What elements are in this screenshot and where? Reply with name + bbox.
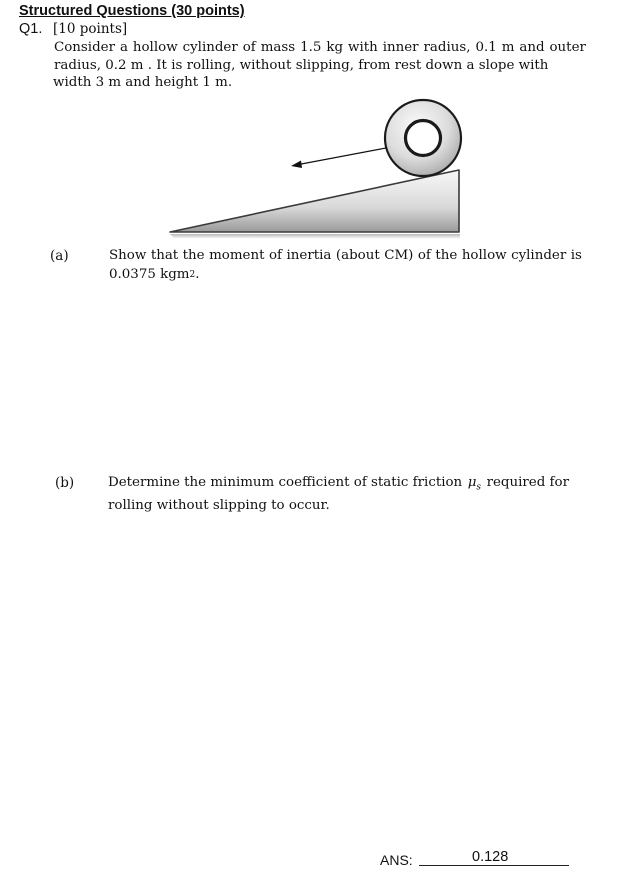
word: CM) — [384, 248, 414, 263]
part-b-text — [108, 474, 569, 516]
question-line-3: width 3 m and height 1 m. — [53, 75, 233, 90]
part-a-line-2 — [109, 266, 582, 285]
word: inertia — [286, 248, 332, 263]
word: moment — [209, 248, 265, 263]
word: radius, — [423, 40, 471, 55]
word: that — [150, 248, 179, 263]
word: the — [182, 248, 205, 263]
question-points: [10 points] — [53, 21, 128, 37]
word: the — [435, 248, 458, 263]
word: of — [268, 248, 282, 263]
answer-label: ANS: — [380, 852, 413, 868]
moment-of-inertia-value: 0.0375 kgm — [109, 266, 190, 282]
cylinder-inner-bore — [406, 121, 441, 156]
word: is — [570, 248, 582, 263]
word: a — [119, 40, 128, 55]
word: mass — [260, 40, 296, 55]
mu-s-symbol: $\mu_s$ — [467, 475, 482, 493]
direction-of-motion-arrow — [296, 148, 386, 165]
answer-value[interactable]: 0.128 — [472, 849, 509, 865]
word: of — [242, 40, 256, 55]
word: 1.5 — [300, 40, 322, 55]
word: outer — [549, 40, 586, 55]
word: m — [501, 40, 515, 55]
section-title: Structured Questions (30 points) — [19, 3, 245, 19]
part-a-line-1 — [109, 247, 582, 266]
part-b-line-1 — [108, 474, 569, 497]
word: cylinder — [182, 40, 238, 55]
question-line-1 — [54, 39, 586, 57]
word: cylinder — [511, 248, 567, 263]
question-number: Q1. — [19, 21, 43, 37]
word: (about — [335, 248, 380, 263]
part-b-line-2: rolling without slipping to occur. — [108, 498, 330, 514]
part-b-label: (b) — [55, 475, 75, 491]
incline-shadow — [170, 234, 460, 239]
word: Show — [109, 248, 147, 263]
incline-figure — [160, 92, 470, 242]
word: hollow — [461, 248, 507, 263]
answer-line — [419, 865, 569, 866]
part-a-text — [109, 247, 582, 284]
question-body — [54, 39, 586, 92]
part-a-label: (a) — [50, 248, 69, 264]
word: of — [417, 248, 431, 263]
part-b-pre: Determine the minimum coefficient of static friction — [108, 475, 463, 490]
word: 0.1 — [475, 40, 497, 55]
incline — [170, 170, 459, 232]
word: inner — [382, 40, 419, 55]
part-b-post: required for — [486, 475, 569, 490]
word: with — [347, 40, 378, 55]
word: and — [519, 40, 545, 55]
word: hollow — [132, 40, 178, 55]
word: Consider — [54, 40, 115, 55]
sentence-end: . — [195, 266, 200, 282]
word: kg — [326, 40, 344, 55]
arrowhead — [291, 161, 302, 169]
unit-exponent: 2 — [189, 269, 196, 280]
question-line-2: radius, 0.2 m . It is rolling, without slipping, from rest down a slope with — [54, 57, 549, 73]
